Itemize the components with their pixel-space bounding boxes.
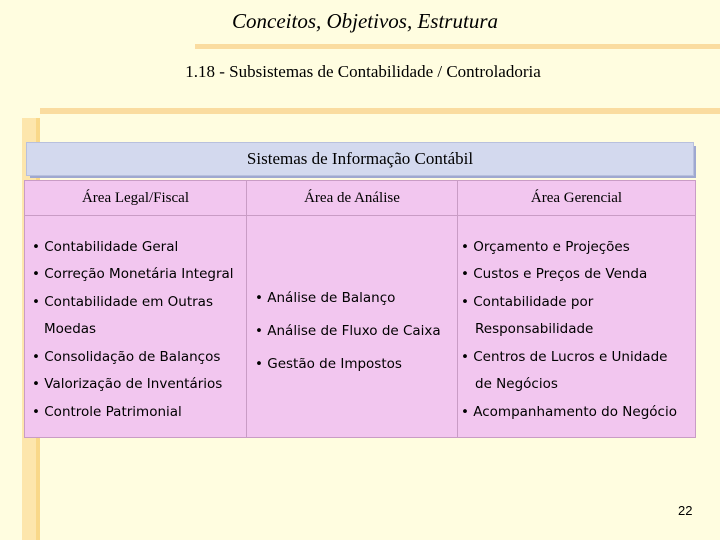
panel-title-box <box>26 142 694 176</box>
page-number: 22 <box>678 503 693 518</box>
systems-table <box>24 180 696 438</box>
list-item: • Controle Patrimonial <box>32 404 182 420</box>
column-heading: Área Gerencial <box>458 181 695 216</box>
list-item-continuation: de Negócios <box>475 376 558 392</box>
list-item-continuation: Responsabilidade <box>475 321 594 337</box>
list-item: • Valorização de Inventários <box>32 376 223 392</box>
slide-subtitle: 1.18 - Subsistemas de Contabilidade / Controladoria <box>185 62 541 81</box>
list-item: • Análise de Balanço <box>255 290 396 306</box>
column-gerencial <box>458 181 695 437</box>
slide-header-title: Conceitos, Objetivos, Estrutura <box>232 9 498 33</box>
column-analise <box>247 181 458 437</box>
decorative-top-rule <box>195 44 720 49</box>
column-heading: Área de Análise <box>247 181 457 216</box>
list-item-continuation: Moedas <box>44 321 97 337</box>
list-item: • Centros de Lucros e Unidade <box>461 349 668 365</box>
list-item: • Correção Monetária Integral <box>32 266 234 282</box>
list-item: • Contabilidade Geral <box>32 239 179 255</box>
list-item: • Gestão de Impostos <box>255 356 402 372</box>
column-heading: Área Legal/Fiscal <box>25 181 246 216</box>
list-item: • Contabilidade por <box>461 294 594 310</box>
list-item: • Orçamento e Projeções <box>461 239 630 255</box>
panel-title: Sistemas de Informação Contábil <box>246 149 474 168</box>
list-item: • Acompanhamento do Negócio <box>461 404 677 420</box>
column-legal-fiscal <box>25 181 247 437</box>
list-item: • Contabilidade em Outras <box>32 294 213 310</box>
list-item: • Custos e Preços de Venda <box>461 266 648 282</box>
list-item: • Análise de Fluxo de Caixa <box>255 323 441 339</box>
list-item: • Consolidação de Balanços <box>32 349 221 365</box>
decorative-middle-rule <box>40 108 720 114</box>
